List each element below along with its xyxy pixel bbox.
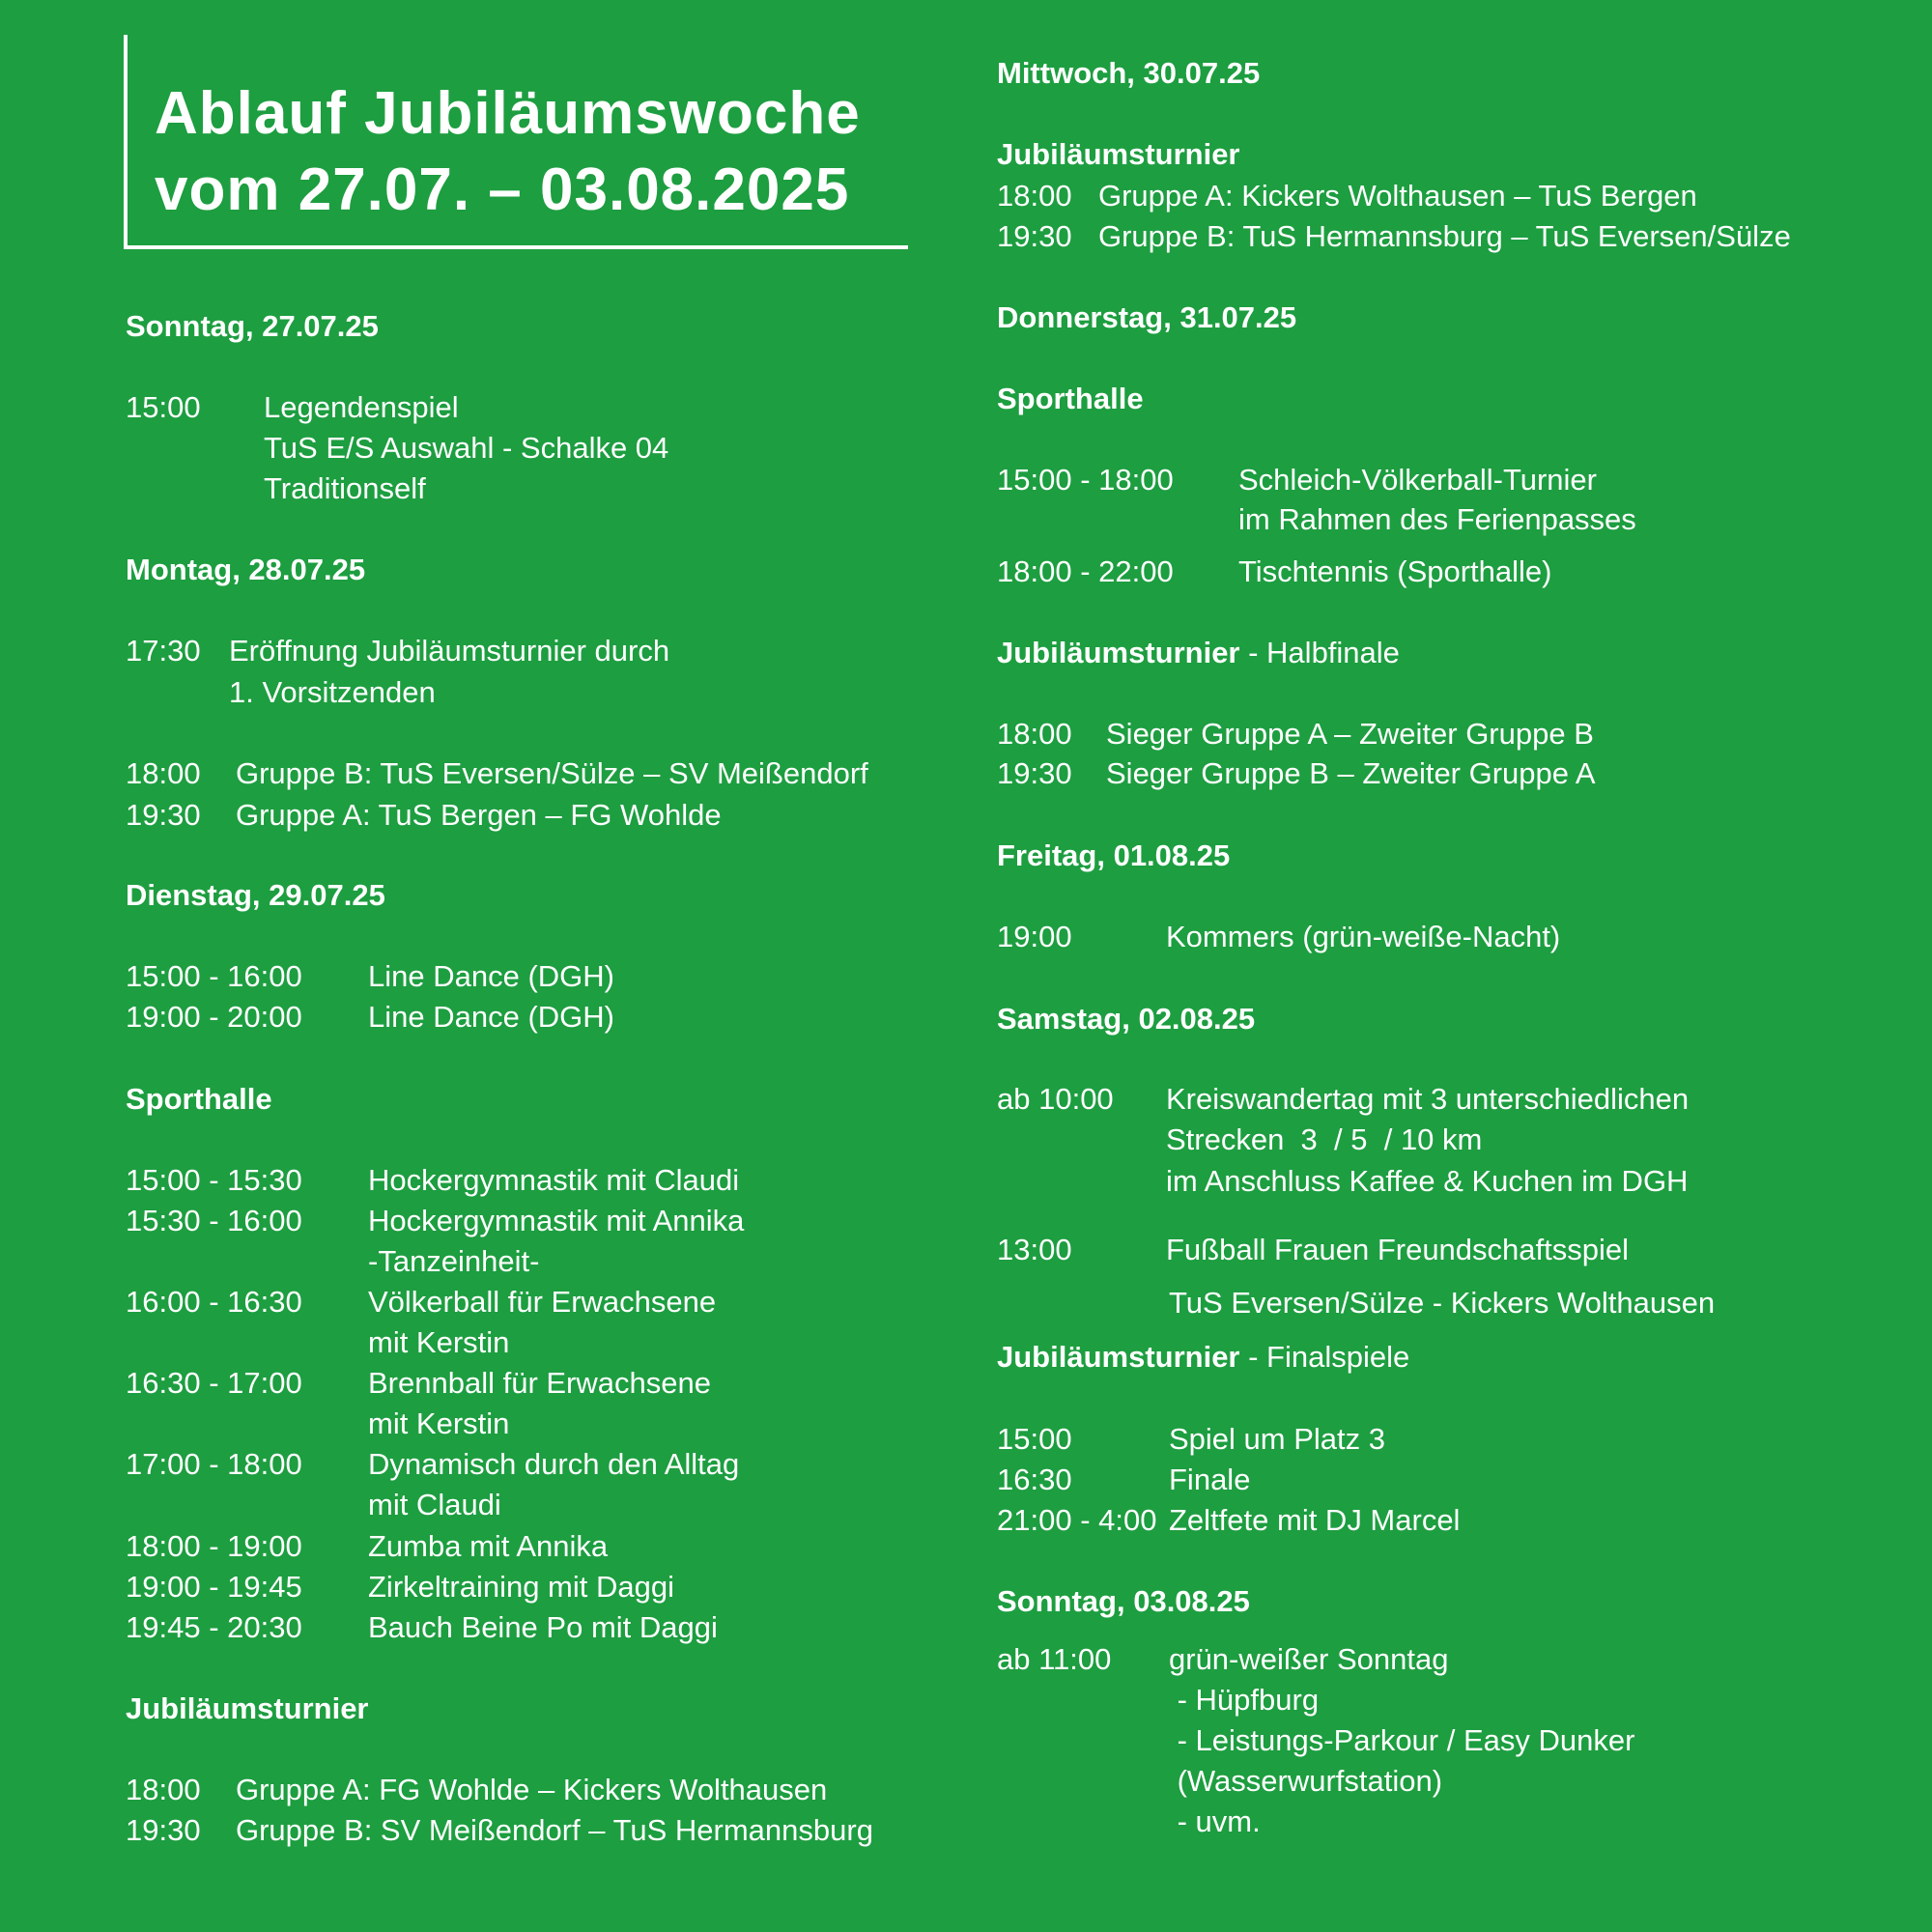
page-title-line2: vom 27.07. – 03.08.2025 xyxy=(155,156,850,223)
event-time: 19:30 xyxy=(126,1813,201,1847)
section-heading-jubilaeumsturnier: Jubiläumsturnier xyxy=(997,1340,1240,1374)
section-heading-halbfinale xyxy=(997,638,1400,668)
event-desc: -Tanzeinheit- xyxy=(368,1244,540,1278)
event-desc: Gruppe B: TuS Eversen/Sülze – SV Meißendorf xyxy=(236,756,868,790)
section-heading-suffix: - Halbfinale xyxy=(1239,636,1400,669)
event-desc: Finale xyxy=(1169,1463,1251,1496)
event-desc: Gruppe B: TuS Hermannsburg – TuS Eversen/Sülze xyxy=(1098,219,1791,253)
event-desc: - Hüpfburg xyxy=(1169,1683,1320,1717)
event-desc: mit Claudi xyxy=(368,1488,501,1521)
event-time: 16:30 - 17:00 xyxy=(126,1366,302,1400)
event-desc: Dynamisch durch den Alltag xyxy=(368,1447,740,1481)
section-heading-jubilaeumsturnier: Jubiläumsturnier xyxy=(997,636,1240,669)
day-heading-freitag: Freitag, 01.08.25 xyxy=(997,838,1231,872)
event-time: 15:00 - 15:30 xyxy=(126,1163,302,1197)
event-desc: Kreiswandertag mit 3 unterschiedlichen xyxy=(1166,1082,1690,1116)
day-heading-mittwoch: Mittwoch, 30.07.25 xyxy=(997,56,1261,90)
event-time: ab 10:00 xyxy=(997,1082,1114,1116)
event-desc: Bauch Beine Po mit Daggi xyxy=(368,1610,718,1644)
event-time: 13:00 xyxy=(997,1233,1072,1266)
section-heading-jubilaeumsturnier: Jubiläumsturnier xyxy=(126,1691,369,1725)
event-time: 19:45 - 20:30 xyxy=(126,1610,302,1644)
section-heading-sporthalle: Sporthalle xyxy=(126,1082,272,1116)
event-desc: Line Dance (DGH) xyxy=(368,959,614,993)
event-time: ab 11:00 xyxy=(997,1642,1112,1676)
event-time: 19:30 xyxy=(126,798,201,832)
event-time: 15:00 - 16:00 xyxy=(126,959,302,993)
event-desc: Kommers (grün-weiße-Nacht) xyxy=(1166,920,1561,953)
event-desc: im Rahmen des Ferienpasses xyxy=(1238,502,1636,536)
event-time: 19:00 - 19:45 xyxy=(126,1570,302,1604)
event-desc: Legendenspiel xyxy=(264,390,459,424)
event-time: 21:00 - 4:00 xyxy=(997,1503,1157,1537)
section-heading-finalspiele xyxy=(997,1342,1409,1372)
event-desc: Gruppe A: Kickers Wolthausen – TuS Bergen xyxy=(1098,179,1697,213)
event-desc: Hockergymnastik mit Claudi xyxy=(368,1163,740,1197)
event-desc: Line Dance (DGH) xyxy=(368,1000,614,1034)
event-desc: Zeltfete mit DJ Marcel xyxy=(1169,1503,1461,1537)
title-frame-bottom-border xyxy=(124,245,908,249)
event-desc: TuS Eversen/Sülze - Kickers Wolthausen xyxy=(1169,1286,1716,1320)
event-desc: Brennball für Erwachsene xyxy=(368,1366,711,1400)
event-time: 18:00 xyxy=(126,756,201,790)
event-time: 18:00 xyxy=(997,717,1072,751)
event-desc: (Wasserwurfstation) xyxy=(1169,1764,1443,1798)
day-heading-dienstag: Dienstag, 29.07.25 xyxy=(126,878,385,912)
event-desc: Eröffnung Jubiläumsturnier durch xyxy=(229,634,670,668)
event-time: 18:00 - 22:00 xyxy=(997,554,1174,588)
event-desc: Gruppe B: SV Meißendorf – TuS Hermannsburg xyxy=(236,1813,873,1847)
event-time: 19:30 xyxy=(997,219,1072,253)
event-time: 19:00 xyxy=(997,920,1072,953)
event-time: 18:00 - 19:00 xyxy=(126,1529,302,1563)
event-desc: Sieger Gruppe B – Zweiter Gruppe A xyxy=(1106,756,1596,790)
event-desc: Zumba mit Annika xyxy=(368,1529,609,1563)
day-heading-samstag: Samstag, 02.08.25 xyxy=(997,1002,1256,1036)
event-desc: Traditionself xyxy=(264,471,426,505)
event-desc: im Anschluss Kaffee & Kuchen im DGH xyxy=(1166,1164,1689,1198)
event-desc: - uvm. xyxy=(1169,1804,1261,1838)
event-time: 16:00 - 16:30 xyxy=(126,1285,302,1319)
event-time: 19:30 xyxy=(997,756,1072,790)
event-desc: Hockergymnastik mit Annika xyxy=(368,1204,745,1237)
event-time: 15:30 - 16:00 xyxy=(126,1204,302,1237)
event-desc: mit Kerstin xyxy=(368,1406,510,1440)
event-time: 19:00 - 20:00 xyxy=(126,1000,302,1034)
event-desc: 1. Vorsitzenden xyxy=(229,675,436,709)
event-time: 15:00 - 18:00 xyxy=(997,463,1174,497)
event-desc: Fußball Frauen Freundschaftsspiel xyxy=(1166,1233,1630,1266)
event-desc: Tischtennis (Sporthalle) xyxy=(1238,554,1552,588)
event-time: 18:00 xyxy=(126,1773,201,1806)
event-desc: grün-weißer Sonntag xyxy=(1169,1642,1449,1676)
event-desc: mit Kerstin xyxy=(368,1325,510,1359)
event-desc: Spiel um Platz 3 xyxy=(1169,1422,1385,1456)
event-desc: Strecken 3 / 5 / 10 km xyxy=(1166,1122,1483,1156)
page-title-line1: Ablauf Jubiläumswoche xyxy=(155,80,861,147)
event-desc: Völkerball für Erwachsene xyxy=(368,1285,717,1319)
section-heading-jubilaeumsturnier: Jubiläumsturnier xyxy=(997,137,1240,171)
day-heading-sonntag-03: Sonntag, 03.08.25 xyxy=(997,1584,1250,1618)
event-desc: Sieger Gruppe A – Zweiter Gruppe B xyxy=(1106,717,1594,751)
day-heading-sonntag-27: Sonntag, 27.07.25 xyxy=(126,309,379,343)
event-desc: Gruppe A: FG Wohlde – Kickers Wolthausen xyxy=(236,1773,828,1806)
event-desc: Schleich-Völkerball-Turnier xyxy=(1238,463,1597,497)
event-time: 17:30 xyxy=(126,634,201,668)
day-heading-montag: Montag, 28.07.25 xyxy=(126,553,366,586)
event-time: 18:00 xyxy=(997,179,1072,213)
section-heading-suffix: - Finalspiele xyxy=(1239,1340,1410,1374)
day-heading-donnerstag: Donnerstag, 31.07.25 xyxy=(997,300,1297,334)
event-time: 15:00 xyxy=(997,1422,1072,1456)
event-desc: Zirkeltraining mit Daggi xyxy=(368,1570,674,1604)
event-time: 16:30 xyxy=(997,1463,1072,1496)
event-desc: Gruppe A: TuS Bergen – FG Wohlde xyxy=(236,798,722,832)
event-time: 15:00 xyxy=(126,390,201,424)
event-time: 17:00 - 18:00 xyxy=(126,1447,302,1481)
event-desc: TuS E/S Auswahl - Schalke 04 xyxy=(264,431,669,465)
title-frame-left-border xyxy=(124,35,128,249)
section-heading-sporthalle: Sporthalle xyxy=(997,382,1144,415)
event-desc: - Leistungs-Parkour / Easy Dunker xyxy=(1169,1723,1635,1757)
